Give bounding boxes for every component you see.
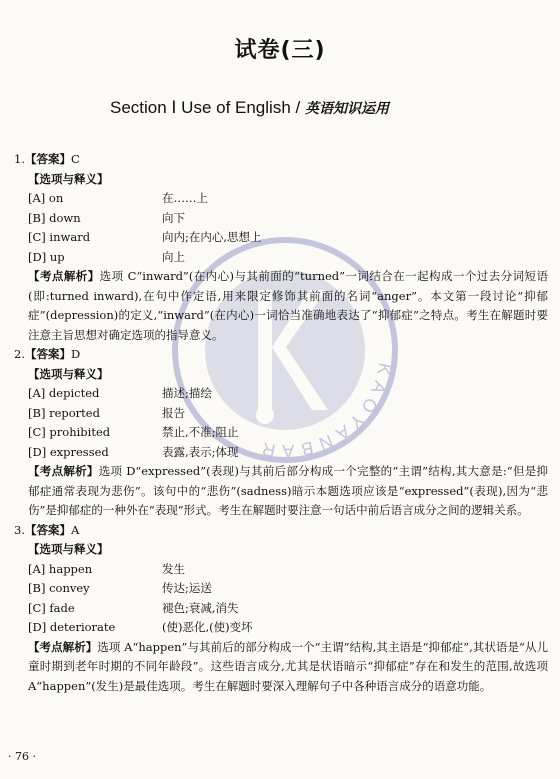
section-heading: Section Ⅰ Use of English / 英语知识运用	[110, 98, 389, 117]
option-row	[28, 209, 548, 229]
answer-line	[14, 150, 548, 170]
option-row	[28, 404, 548, 424]
option-english: [C] prohibited	[28, 425, 111, 439]
option-english: [C] fade	[28, 600, 75, 615]
page-number: · 76 ·	[8, 750, 36, 763]
option-english: [B] down	[28, 210, 81, 225]
option-chinese: 向下	[162, 210, 185, 225]
option-chinese: 报告	[162, 405, 185, 420]
option-row	[28, 618, 548, 638]
option-english: [A] happen	[28, 561, 93, 576]
option-row	[28, 248, 548, 268]
answer-label: 【答案】	[24, 522, 71, 537]
question-number: 1.	[14, 152, 25, 166]
option-row	[28, 384, 548, 404]
page-title: 试卷(三)	[234, 38, 326, 63]
question-number: 2.	[14, 347, 25, 361]
question-number: 3.	[14, 522, 25, 537]
option-english: [D] up	[28, 249, 65, 264]
analysis-label: 【考点解析】	[28, 464, 99, 478]
answer-value: A	[70, 522, 80, 537]
answer-value: C	[70, 152, 80, 166]
answer-line	[14, 345, 548, 365]
option-row	[28, 579, 548, 599]
analysis-paragraph	[28, 462, 548, 521]
option-english: [B] reported	[28, 405, 100, 420]
section-label: Section Ⅰ Use of English	[110, 98, 291, 117]
option-chinese: 发生	[162, 561, 185, 576]
option-english: [A] depicted	[28, 386, 100, 400]
analysis-paragraph	[28, 267, 548, 345]
option-row	[28, 443, 548, 463]
question-1	[14, 150, 548, 345]
section-label-cn: 英语知识运用	[304, 100, 389, 116]
option-row	[28, 560, 548, 580]
options-title: 【选项与释义】	[28, 542, 109, 556]
analysis-paragraph	[28, 638, 548, 697]
answer-label: 【答案】	[24, 347, 71, 361]
option-chinese: 向内;在内心,思想上	[162, 230, 262, 244]
analysis-text: 选项 A“happen”与其前后的部分构成一个“主谓”结构,其主语是“抑郁症”,其状语是“从儿童时期到老年时期的不同年龄段”。这些语言成分,尤其是状语暗示“抑郁症”存在和发生的范围,故选项 A“happen”(发生)是最佳选项。考生在解题时要深入理解句子中各种语言成分的语意功能。	[28, 639, 549, 693]
watermark-text: KAOYANBAR	[254, 361, 396, 462]
option-chinese: 描述;描绘	[162, 386, 212, 400]
option-row	[28, 599, 548, 619]
question-3	[14, 521, 548, 697]
option-chinese: 向上	[162, 249, 185, 264]
option-chinese: 在……上	[162, 191, 208, 205]
options-title: 【选项与释义】	[28, 171, 109, 186]
option-english: [C] inward	[28, 230, 91, 244]
questions-content	[14, 150, 548, 696]
options-title: 【选项与释义】	[28, 366, 109, 381]
analysis-text: 选项 C“inward”(在内心)与其前面的“turned”一词结合在一起构成一个过去分词短语(即:turned inward),在句中作定语,用来限定修饰其前面的名词“anger”。本文第一段讨论“抑郁症”(depression)的定义,“inward”(在内心)一词恰当准确地表达了“抑郁症”之特点。考生在解题时要注意主旨思想对确定选项的指导意义。	[28, 269, 549, 342]
analysis-text: 选项 D“expressed”(表现)与其前后部分构成一个完整的“主谓”结构,其大意是:“但是抑郁症通常表现为悲伤”。该句中的“悲伤”(sadness)暗示本题选项应该是“expressed”(表现),因为“悲伤”是抑郁症的一种外在“表现”形式。考生在解题时要注意一句话中前后语言成分之间的逻辑关系。	[28, 464, 549, 517]
answer-value: D	[70, 347, 81, 361]
answer-label: 【答案】	[24, 152, 71, 166]
answer-line	[14, 521, 548, 541]
option-english: [B] convey	[28, 581, 90, 595]
option-row	[28, 423, 548, 443]
option-chinese: 褪色;衰减,消失	[162, 600, 239, 615]
question-2	[14, 345, 548, 521]
analysis-label: 【考点解析】	[28, 639, 98, 654]
option-chinese: (使)恶化,(使)变坏	[162, 620, 253, 634]
option-chinese: 传达;运送	[162, 581, 212, 595]
analysis-label: 【考点解析】	[28, 269, 100, 283]
option-english: [A] on	[28, 191, 64, 205]
option-english: [D] expressed	[28, 444, 109, 459]
option-chinese: 表露,表示;体现	[162, 444, 239, 459]
option-row	[28, 228, 548, 248]
option-english: [D] deteriorate	[28, 620, 116, 634]
option-row	[28, 189, 548, 209]
option-chinese: 禁止,不准;阻止	[162, 425, 239, 439]
